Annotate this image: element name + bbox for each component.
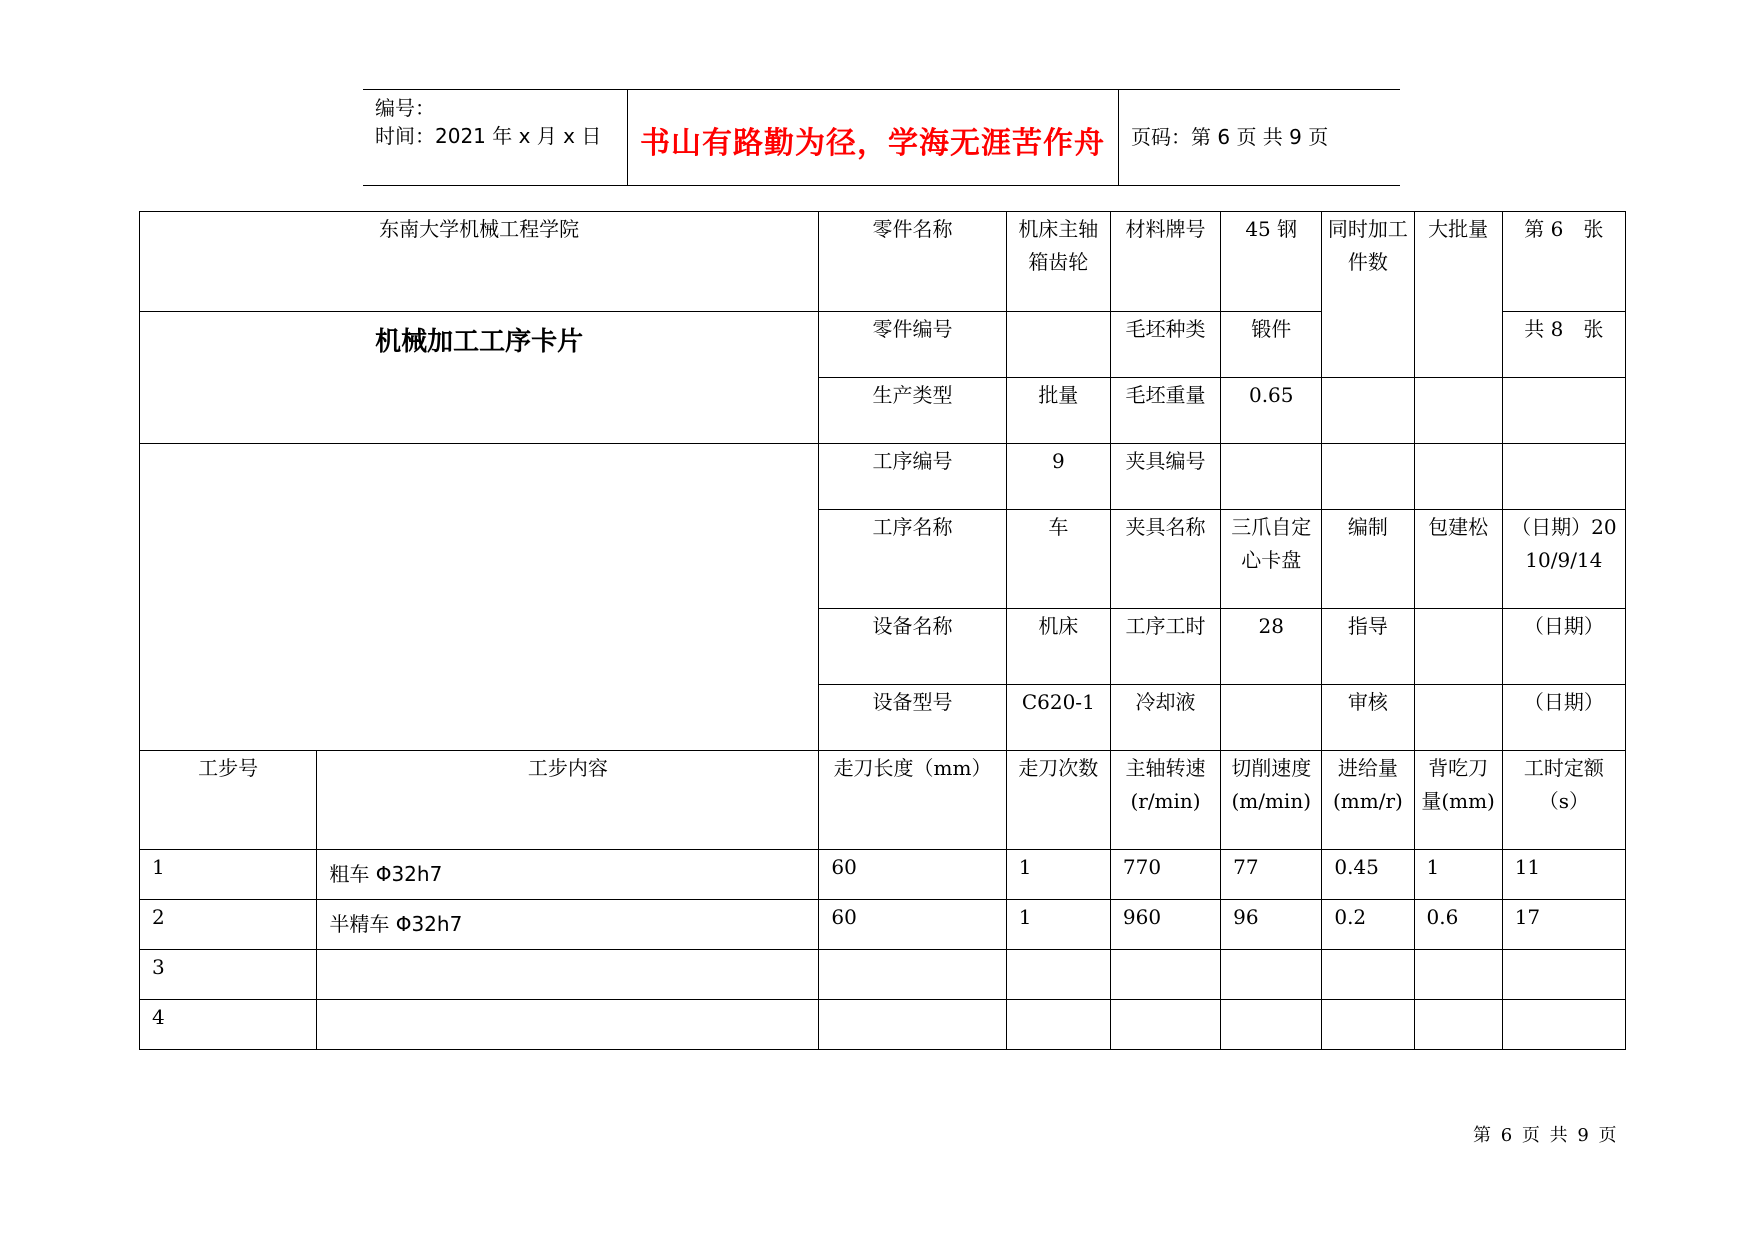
step-feed-rate: 0.2 (1322, 900, 1414, 950)
step-cutting-speed (1221, 950, 1322, 1000)
step-cutting-speed: 77 (1221, 850, 1322, 900)
step-no: 4 (140, 1000, 317, 1050)
step-header-passes: 走刀次数 (1006, 751, 1110, 850)
part-name-value: 机床主轴箱齿轮 (1006, 212, 1110, 312)
step-passes: 1 (1006, 850, 1110, 900)
fixture-no-label: 夹具编号 (1110, 444, 1220, 510)
step-passes (1006, 950, 1110, 1000)
step-no: 1 (140, 850, 317, 900)
step-passes: 1 (1006, 900, 1110, 950)
step-feed-rate: 0.45 (1322, 850, 1414, 900)
review-date: （日期） (1502, 685, 1625, 751)
step-feed-rate (1322, 1000, 1414, 1050)
part-no-label: 零件编号 (819, 312, 1006, 378)
part-name-label: 零件名称 (819, 212, 1006, 312)
blank-weight-label: 毛坯重量 (1110, 378, 1220, 444)
serial-label: 编号： (375, 96, 435, 120)
production-type-value: 批量 (1006, 378, 1110, 444)
step-depth-of-cut (1414, 950, 1502, 1000)
step-content (317, 1000, 819, 1050)
step-spindle-speed (1110, 1000, 1220, 1050)
step-spindle-speed: 770 (1110, 850, 1220, 900)
step-depth-of-cut (1414, 1000, 1502, 1050)
step-content: 半精车 Φ32h7 (317, 900, 819, 950)
part-no-value (1006, 312, 1110, 378)
prepared-label: 编制 (1322, 510, 1414, 609)
step-header-cutting-speed: 切削速度(m/min) (1221, 751, 1322, 850)
step-depth-of-cut: 1 (1414, 850, 1502, 900)
step-feed-rate (1322, 950, 1414, 1000)
step-header-depth-of-cut: 背吃刀量(mm) (1414, 751, 1502, 850)
step-spindle-speed (1110, 950, 1220, 1000)
prepared-date: （日期）2010/9/14 (1502, 510, 1625, 609)
equipment-name-value: 机床 (1006, 609, 1110, 685)
process-no-value: 9 (1006, 444, 1110, 510)
fixture-name-label: 夹具名称 (1110, 510, 1220, 609)
empty-cell (1414, 378, 1502, 444)
step-header-spindle-speed: 主轴转速(r/min) (1110, 751, 1220, 850)
material-value: 45 钢 (1221, 212, 1322, 312)
card-title: 机械加工工序卡片 (140, 312, 819, 444)
empty-cell (1502, 444, 1625, 510)
material-label: 材料牌号 (1110, 212, 1220, 312)
step-header-content: 工步内容 (317, 751, 819, 850)
step-spindle-speed: 960 (1110, 900, 1220, 950)
process-name-label: 工序名称 (819, 510, 1006, 609)
step-feed-length: 60 (819, 900, 1006, 950)
step-feed-length (819, 1000, 1006, 1050)
sheet-total: 共 8 张 (1502, 312, 1625, 378)
coolant-value (1221, 685, 1322, 751)
step-content: 粗车 Φ32h7 (317, 850, 819, 900)
same-time-label: 同时加工件数 (1322, 212, 1414, 378)
step-time-quota (1502, 950, 1625, 1000)
guide-date: （日期） (1502, 609, 1625, 685)
date-label: 时间：2021 年 x 月 x 日 (375, 124, 602, 148)
empty-cell (1414, 444, 1502, 510)
step-cutting-speed: 96 (1221, 900, 1322, 950)
step-header-no: 工步号 (140, 751, 317, 850)
prepared-by: 包建松 (1414, 510, 1502, 609)
process-name-value: 车 (1006, 510, 1110, 609)
header-meta (375, 94, 601, 150)
step-time-quota: 17 (1502, 900, 1625, 950)
blank-type-label: 毛坯种类 (1110, 312, 1220, 378)
step-cutting-speed (1221, 1000, 1322, 1050)
step-passes (1006, 1000, 1110, 1050)
step-content (317, 950, 819, 1000)
step-time-quota (1502, 1000, 1625, 1050)
table-row (140, 950, 1626, 1000)
sketch-area (140, 444, 819, 751)
step-feed-length (819, 950, 1006, 1000)
step-depth-of-cut: 0.6 (1414, 900, 1502, 950)
process-no-label: 工序编号 (819, 444, 1006, 510)
step-no: 3 (140, 950, 317, 1000)
equipment-model-label: 设备型号 (819, 685, 1006, 751)
page-header (363, 89, 1400, 186)
header-divider (1118, 90, 1119, 185)
guide-by (1414, 609, 1502, 685)
step-no: 2 (140, 900, 317, 950)
step-feed-length: 60 (819, 850, 1006, 900)
fixture-no-value (1221, 444, 1322, 510)
table-row (140, 1000, 1626, 1050)
process-card-table (139, 211, 1626, 1050)
equipment-model-value: C620-1 (1006, 685, 1110, 751)
review-label: 审核 (1322, 685, 1414, 751)
empty-cell (1322, 444, 1414, 510)
blank-type-value: 锻件 (1221, 312, 1322, 378)
blank-weight-value: 0.65 (1221, 378, 1322, 444)
sheet-number: 第 6 张 (1502, 212, 1625, 312)
header-motto: 书山有路勤为径，学海无涯苦作舟 (640, 126, 1105, 161)
school-name: 东南大学机械工程学院 (140, 212, 819, 312)
process-hours-label: 工序工时 (1110, 609, 1220, 685)
table-row (140, 900, 1626, 950)
process-hours-value: 28 (1221, 609, 1322, 685)
coolant-label: 冷却液 (1110, 685, 1220, 751)
production-type-label: 生产类型 (819, 378, 1006, 444)
table-row (140, 850, 1626, 900)
step-header-feed-rate: 进给量(mm/r) (1322, 751, 1414, 850)
header-page-number: 页码：第 6 页 共 9 页 (1131, 125, 1329, 149)
step-header-feed-length: 走刀长度（mm） (819, 751, 1006, 850)
empty-cell (1322, 378, 1414, 444)
guide-label: 指导 (1322, 609, 1414, 685)
review-by (1414, 685, 1502, 751)
page-footer: 第 6 页 共 9 页 (1473, 1125, 1619, 1146)
empty-cell (1502, 378, 1625, 444)
step-time-quota: 11 (1502, 850, 1625, 900)
fixture-name-value: 三爪自定心卡盘 (1221, 510, 1322, 609)
equipment-name-label: 设备名称 (819, 609, 1006, 685)
step-header-time-quota: 工时定额（s） (1502, 751, 1625, 850)
same-time-value: 大批量 (1414, 212, 1502, 378)
